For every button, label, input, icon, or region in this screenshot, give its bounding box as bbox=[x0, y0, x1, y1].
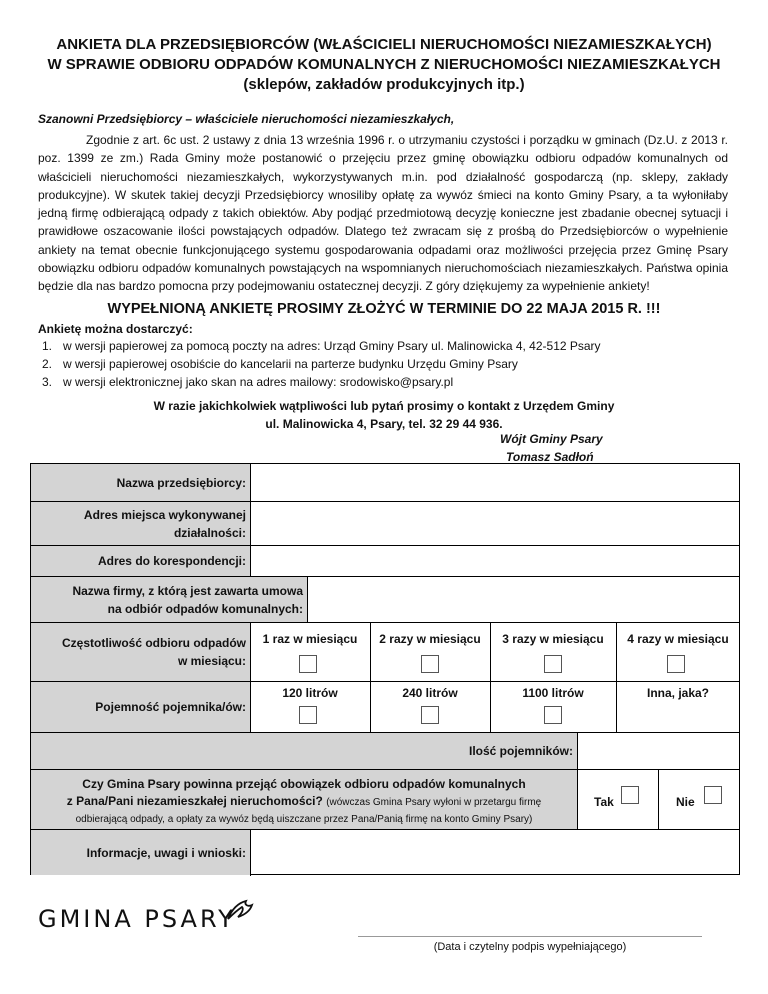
frequency-label-line-1: Częstotliwość odbioru odpadów bbox=[62, 636, 246, 650]
frequency-option-4: 4 razy w miesiącu bbox=[627, 632, 729, 646]
takeover-question-line-2: z Pana/Pani niezamieszkałej nieruchomości? bbox=[66, 794, 323, 808]
contact-info bbox=[0, 397, 768, 433]
waste-firm-field[interactable] bbox=[307, 577, 740, 622]
column-divider bbox=[616, 623, 617, 733]
company-name-label bbox=[31, 464, 250, 501]
row-divider bbox=[31, 681, 739, 682]
correspondence-address-label bbox=[31, 546, 250, 576]
capacity-option-4: Inna, jaka? bbox=[646, 686, 710, 700]
column-divider bbox=[370, 623, 371, 733]
logo-leaf-icon bbox=[224, 895, 256, 925]
delivery-item-number: 2. bbox=[42, 357, 53, 371]
frequency-checkbox-2[interactable] bbox=[421, 655, 439, 673]
takeover-note-2: odbierającą odpady, a opłaty za wywóz będą uiszczane przez Pana/Panią firmę na konto Gminy Psary) bbox=[75, 814, 533, 825]
takeover-question-line-1: Czy Gmina Psary powinna przejąć obowiązek odbioru odpadów komunalnych bbox=[82, 777, 526, 791]
notes-label bbox=[31, 830, 250, 875]
notes-field[interactable] bbox=[250, 830, 740, 875]
contact-line-1: W razie jakichkolwiek wątpliwości lub pytań prosimy o kontakt z Urzędem Gminy bbox=[153, 399, 615, 413]
column-divider bbox=[307, 577, 308, 623]
business-address-label-line-2: działalności: bbox=[173, 525, 246, 540]
title-line-2: W SPRAWIE ODBIORU ODPADÓW KOMUNALNYCH Z NIERUCHOMOŚCI NIEZAMIESZKAŁYCH bbox=[47, 56, 721, 73]
yes-checkbox[interactable] bbox=[621, 786, 639, 804]
delivery-item-number: 3. bbox=[42, 375, 53, 389]
title-line-3: (sklepów, zakładów produkcyjnych itp.) bbox=[243, 76, 525, 93]
frequency-option-2: 2 razy w miesiącu bbox=[379, 632, 481, 646]
container-count-field[interactable] bbox=[577, 733, 740, 769]
column-divider bbox=[658, 770, 659, 830]
deadline-notice: WYPEŁNIONĄ ANKIETĘ PROSIMY ZŁOŻYĆ W TERMINIE DO 22 MAJA 2015 R. !!! bbox=[107, 301, 661, 317]
capacity-checkbox-3[interactable] bbox=[544, 706, 562, 724]
document-title bbox=[0, 35, 768, 95]
business-address-label bbox=[31, 502, 250, 545]
company-name-field[interactable] bbox=[250, 464, 740, 501]
intro-paragraph: Zgodnie z art. 6c ust. 2 ustawy z dnia 13 września 1996 r. o utrzymaniu czystości i porządku w gminach (Dz.U. z 2013 r. poz. 1399 ze zm.) Rada Gminy może postanowić o przejęciu przez gminę obowiązku odbioru odpadów komunalnych od właścicieli nieruchomości niezamieszkałych, wykorzystywanych m.in. pod działalność gospodarczą (np. sklepy, zakłady produkcyjne). W skutek takiej decyzji Przedsiębiorcy wnosiliby opłatę za wywóz śmieci na konto Gminy Psary, a ta wyłoniłaby jedną firmę odbierającą odpady z takich obiektów. Aby podjąć przedmiotową decyzję konieczne jest zbadanie obecnej sytuacji i prawidłowe oszacowanie ilości powstających odpadów. Dlatego też zwracam się z prośbą do Przedsiębiorców o wypełnienie ankiety na temat obecnie funkcjonującego systemu gospodarowania odpadami oraz możliwości przejęcia przez Gminę Psary obowiązku odbioru odpadów komunalnych powstających na wspomnianych nieruchomościach niezamieszkałych. Państwa opinia będzie dla nas bardzo pomocna przy podejmowaniu ostatecznej decyzji. Z góry dziękujemy za wypełnienie ankiety! bbox=[38, 133, 728, 294]
delivery-item-text: w wersji papierowej osobiście do kancelarii na parterze budynku Urzędu Gminy Psary bbox=[63, 357, 518, 371]
frequency-option-1: 1 raz w miesiącu bbox=[262, 632, 358, 646]
delivery-item bbox=[38, 337, 601, 355]
column-divider bbox=[577, 733, 578, 830]
frequency-option-3: 3 razy w miesiącu bbox=[502, 632, 604, 646]
capacity-option-3: 1100 litrów bbox=[522, 686, 584, 700]
frequency-checkbox-3[interactable] bbox=[544, 655, 562, 673]
row-divider bbox=[31, 732, 739, 733]
business-address-field[interactable] bbox=[250, 502, 740, 545]
row-divider bbox=[31, 622, 739, 623]
delivery-item bbox=[38, 373, 601, 391]
waste-firm-label-line-2: na odbiór odpadów komunalnych: bbox=[107, 601, 303, 616]
waste-firm-label bbox=[31, 577, 307, 622]
capacity-option-1: 120 litrów bbox=[282, 686, 338, 700]
gmina-psary-logo bbox=[38, 905, 236, 933]
frequency-checkbox-4[interactable] bbox=[667, 655, 685, 673]
delivery-item-number: 1. bbox=[42, 339, 53, 353]
survey-form bbox=[30, 463, 740, 875]
no-label: Nie bbox=[676, 795, 695, 809]
container-count-label bbox=[31, 733, 577, 769]
frequency-checkbox-1[interactable] bbox=[299, 655, 317, 673]
correspondence-address-field[interactable] bbox=[250, 546, 740, 576]
frequency-label bbox=[31, 623, 250, 681]
takeover-question bbox=[31, 770, 577, 829]
column-divider bbox=[490, 623, 491, 733]
logo-text: GMINA PSARY bbox=[38, 905, 236, 933]
delivery-list bbox=[38, 337, 601, 391]
greeting: Szanowni Przedsiębiorcy – właściciele nieruchomości niezamieszkałych, bbox=[38, 112, 455, 126]
capacity-other-field[interactable] bbox=[631, 704, 731, 726]
container-count-label-text: Ilość pojemników: bbox=[468, 744, 573, 758]
takeover-note-1: (wówczas Gmina Psary wyłoni w przetargu firmę bbox=[326, 797, 542, 808]
signature-name: Tomasz Sadłoń bbox=[506, 450, 594, 464]
row-divider bbox=[31, 576, 739, 577]
row-divider bbox=[31, 829, 739, 830]
capacity-checkbox-1[interactable] bbox=[299, 706, 317, 724]
row-divider bbox=[31, 545, 739, 546]
capacity-label-text: Pojemność pojemnika/ów: bbox=[95, 700, 246, 714]
column-divider bbox=[250, 830, 251, 876]
business-address-label-line-1: Adres miejsca wykonywanej bbox=[83, 507, 246, 522]
capacity-option-2: 240 litrów bbox=[402, 686, 458, 700]
waste-firm-label-line-1: Nazwa firmy, z którą jest zawarta umowa bbox=[72, 583, 303, 598]
signature-caption: (Data i czytelny podpis wypełniającego) bbox=[433, 941, 627, 953]
capacity-checkbox-2[interactable] bbox=[421, 706, 439, 724]
row-divider bbox=[31, 769, 739, 770]
company-name-label-text: Nazwa przedsiębiorcy: bbox=[116, 475, 246, 490]
capacity-label bbox=[31, 682, 250, 732]
mayor-signature bbox=[500, 430, 603, 466]
no-checkbox[interactable] bbox=[704, 786, 722, 804]
delivery-title: Ankietę można dostarczyć: bbox=[38, 322, 193, 336]
signature-role: Wójt Gminy Psary bbox=[500, 432, 603, 446]
delivery-item-text: w wersji papierowej za pomocą poczty na adres: Urząd Gminy Psary ul. Malinowicka 4, 42-512 Psary bbox=[63, 339, 601, 353]
yes-label: Tak bbox=[594, 795, 614, 809]
contact-line-2: ul. Malinowicka 4, Psary, tel. 32 29 44 936. bbox=[265, 417, 503, 431]
column-divider bbox=[250, 464, 251, 577]
row-divider bbox=[31, 501, 739, 502]
column-divider bbox=[250, 623, 251, 733]
title-line-1: ANKIETA DLA PRZEDSIĘBIORCÓW (WŁAŚCICIELI NIERUCHOMOŚCI NIEZAMIESZKAŁYCH) bbox=[56, 36, 712, 53]
notes-label-text: Informacje, uwagi i wnioski: bbox=[86, 845, 246, 860]
correspondence-address-label-text: Adres do korespondencji: bbox=[97, 554, 246, 568]
delivery-item bbox=[38, 355, 601, 373]
signature-line bbox=[358, 936, 702, 937]
frequency-label-line-2: w miesiącu: bbox=[177, 654, 246, 668]
delivery-item-text: w wersji elektronicznej jako skan na adres mailowy: srodowisko@psary.pl bbox=[63, 375, 454, 389]
